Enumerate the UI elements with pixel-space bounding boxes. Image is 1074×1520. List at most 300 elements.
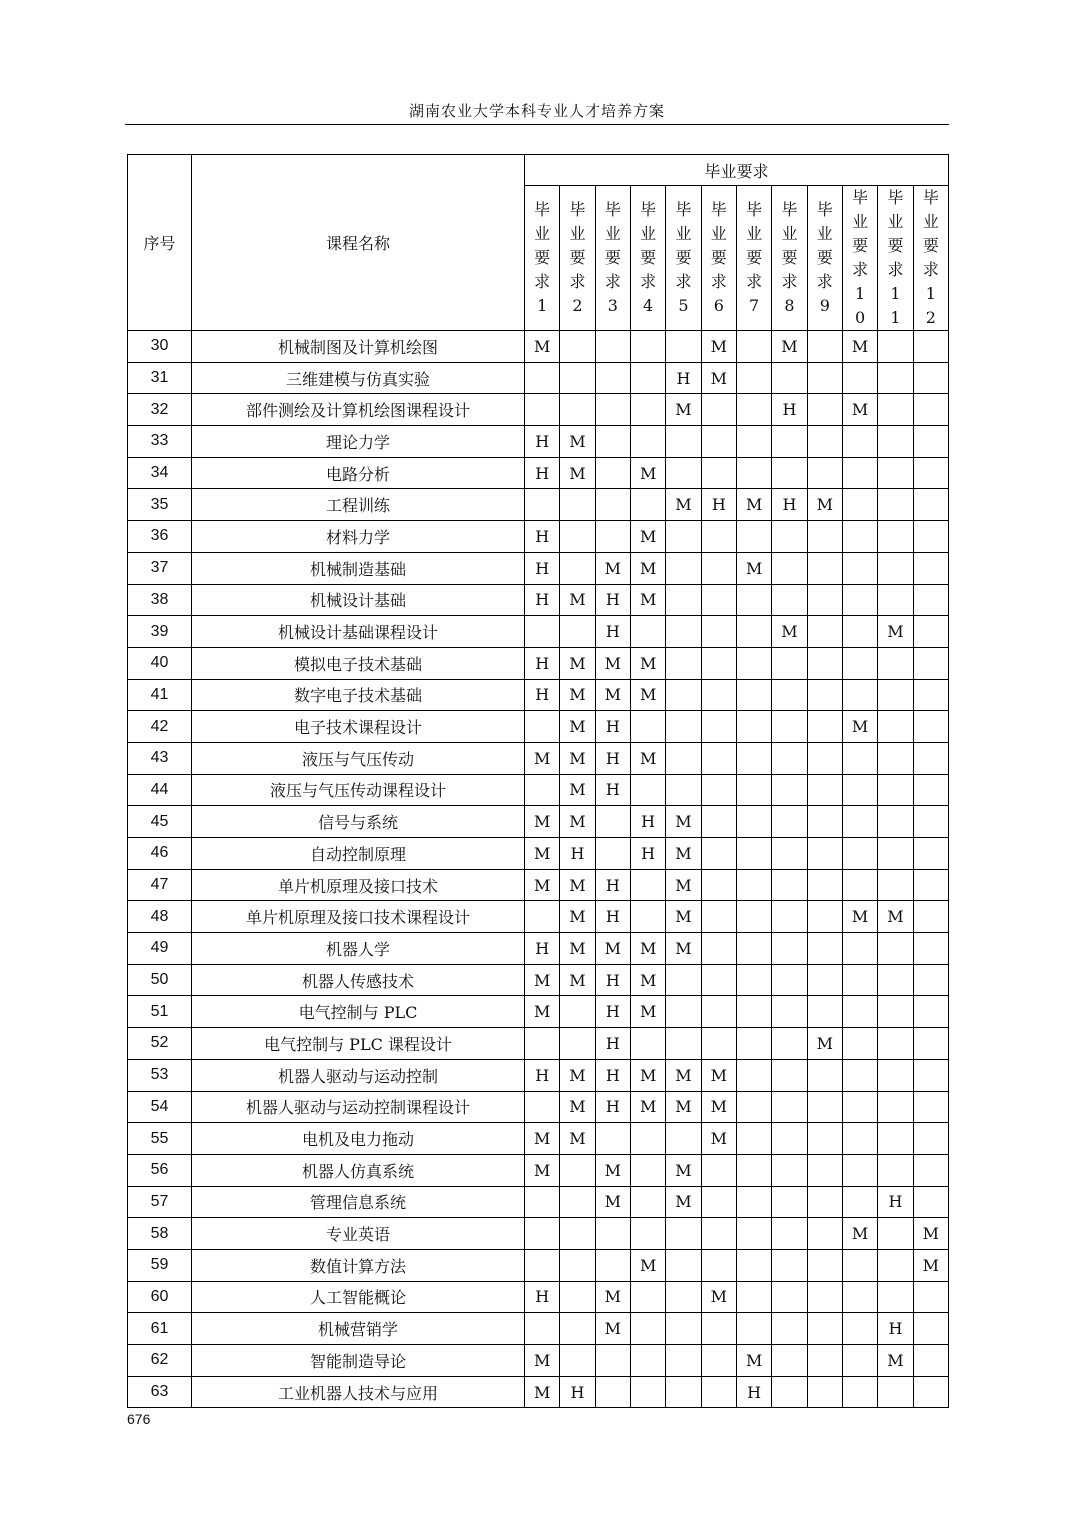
req-mark-2 (560, 1345, 595, 1377)
req-mark-1: H (525, 679, 560, 711)
req-mark-9 (807, 996, 842, 1028)
table-row (128, 1345, 949, 1377)
table-row (128, 1218, 949, 1250)
req-mark-6 (701, 996, 736, 1028)
req-mark-6 (701, 1028, 736, 1060)
table-row (128, 869, 949, 901)
table-row (128, 1186, 949, 1218)
req-mark-9 (807, 1376, 842, 1408)
row-number: 60 (128, 1281, 192, 1313)
req-mark-11: M (878, 901, 913, 933)
req-mark-5 (666, 647, 701, 679)
table-row (128, 1028, 949, 1060)
req-mark-6 (701, 457, 736, 489)
req-header-label: 毕业要求2 (569, 200, 586, 315)
req-mark-5: M (666, 1059, 701, 1091)
req-mark-1 (525, 394, 560, 426)
course-name: 智能制造导论 (192, 1345, 525, 1377)
req-mark-12 (913, 933, 948, 965)
req-mark-12 (913, 426, 948, 458)
req-mark-9 (807, 1249, 842, 1281)
req-mark-3: M (595, 933, 630, 965)
req-mark-5 (666, 1028, 701, 1060)
req-mark-10 (842, 1249, 877, 1281)
req-mark-2: M (560, 1123, 595, 1155)
req-mark-12 (913, 711, 948, 743)
row-number: 39 (128, 616, 192, 648)
req-header-label: 毕业要求12 (922, 188, 939, 327)
row-number: 41 (128, 679, 192, 711)
req-mark-4: M (630, 552, 665, 584)
course-name: 材料力学 (192, 521, 525, 553)
req-mark-6 (701, 711, 736, 743)
row-number: 63 (128, 1376, 192, 1408)
req-mark-12 (913, 679, 948, 711)
course-name: 理论力学 (192, 426, 525, 458)
req-mark-11 (878, 552, 913, 584)
req-mark-5 (666, 584, 701, 616)
req-mark-2: M (560, 964, 595, 996)
req-mark-7 (736, 1313, 771, 1345)
req-mark-5 (666, 331, 701, 363)
req-mark-5 (666, 426, 701, 458)
req-mark-8 (772, 1376, 807, 1408)
req-mark-7 (736, 806, 771, 838)
req-mark-9 (807, 1186, 842, 1218)
table-row (128, 774, 949, 806)
req-mark-12 (913, 647, 948, 679)
req-mark-1 (525, 1186, 560, 1218)
req-mark-7 (736, 838, 771, 870)
req-mark-5 (666, 1345, 701, 1377)
req-mark-12 (913, 1091, 948, 1123)
req-mark-1: M (525, 996, 560, 1028)
course-name: 机器人驱动与运动控制课程设计 (192, 1091, 525, 1123)
req-mark-7: M (736, 552, 771, 584)
req-mark-11 (878, 1281, 913, 1313)
req-mark-3 (595, 331, 630, 363)
req-mark-2: M (560, 647, 595, 679)
req-mark-5 (666, 1376, 701, 1408)
req-mark-8 (772, 901, 807, 933)
req-mark-8 (772, 838, 807, 870)
req-mark-10 (842, 1028, 877, 1060)
row-number: 55 (128, 1123, 192, 1155)
graduation-requirements-matrix (127, 154, 949, 1408)
row-number: 54 (128, 1091, 192, 1123)
row-number: 48 (128, 901, 192, 933)
req-mark-5: M (666, 1091, 701, 1123)
req-mark-7 (736, 584, 771, 616)
req-mark-3 (595, 394, 630, 426)
course-name: 机器人传感技术 (192, 964, 525, 996)
req-mark-4: M (630, 996, 665, 1028)
req-mark-4: M (630, 964, 665, 996)
req-mark-5 (666, 616, 701, 648)
req-mark-5 (666, 996, 701, 1028)
req-mark-8 (772, 362, 807, 394)
req-mark-10 (842, 1154, 877, 1186)
table-row (128, 394, 949, 426)
req-mark-9 (807, 933, 842, 965)
req-mark-8 (772, 1281, 807, 1313)
req-mark-3: M (595, 679, 630, 711)
req-mark-7 (736, 964, 771, 996)
req-mark-1 (525, 1028, 560, 1060)
table-row (128, 616, 949, 648)
req-mark-6: M (701, 331, 736, 363)
req-mark-9 (807, 1154, 842, 1186)
req-mark-8 (772, 426, 807, 458)
row-number: 57 (128, 1186, 192, 1218)
req-mark-12 (913, 1345, 948, 1377)
req-mark-10 (842, 1123, 877, 1155)
req-mark-11 (878, 521, 913, 553)
req-mark-6 (701, 1186, 736, 1218)
req-header-3 (595, 186, 630, 331)
req-mark-4 (630, 1345, 665, 1377)
req-mark-8 (772, 996, 807, 1028)
req-mark-10 (842, 1281, 877, 1313)
req-mark-3: H (595, 711, 630, 743)
req-mark-8 (772, 552, 807, 584)
req-mark-10 (842, 806, 877, 838)
req-mark-5: M (666, 394, 701, 426)
req-mark-10 (842, 964, 877, 996)
course-name: 机械营销学 (192, 1313, 525, 1345)
req-mark-11 (878, 1028, 913, 1060)
req-mark-8 (772, 521, 807, 553)
req-mark-8 (772, 1091, 807, 1123)
req-mark-7 (736, 457, 771, 489)
req-header-label: 毕业要求4 (640, 200, 657, 315)
req-mark-12: M (913, 1218, 948, 1250)
req-mark-12: M (913, 1249, 948, 1281)
req-mark-10 (842, 869, 877, 901)
req-mark-2 (560, 552, 595, 584)
req-mark-4: M (630, 1091, 665, 1123)
req-mark-3 (595, 1345, 630, 1377)
req-mark-4 (630, 616, 665, 648)
req-mark-7 (736, 521, 771, 553)
req-mark-7 (736, 1186, 771, 1218)
req-mark-2: M (560, 1059, 595, 1091)
req-mark-11 (878, 711, 913, 743)
req-mark-8 (772, 1028, 807, 1060)
req-mark-4: M (630, 647, 665, 679)
req-mark-11 (878, 647, 913, 679)
row-number: 37 (128, 552, 192, 584)
req-mark-5 (666, 552, 701, 584)
req-mark-3: M (595, 647, 630, 679)
req-mark-9 (807, 457, 842, 489)
req-mark-9 (807, 647, 842, 679)
req-mark-7 (736, 394, 771, 426)
req-mark-5 (666, 742, 701, 774)
req-mark-12 (913, 552, 948, 584)
req-mark-6 (701, 869, 736, 901)
req-mark-11: H (878, 1313, 913, 1345)
req-header-12 (913, 186, 948, 331)
req-mark-8 (772, 964, 807, 996)
req-mark-4: H (630, 806, 665, 838)
req-mark-12 (913, 584, 948, 616)
row-number: 62 (128, 1345, 192, 1377)
req-mark-7 (736, 331, 771, 363)
row-number: 53 (128, 1059, 192, 1091)
req-mark-7 (736, 711, 771, 743)
req-mark-3: M (595, 1281, 630, 1313)
course-name: 电气控制与 PLC 课程设计 (192, 1028, 525, 1060)
req-mark-12 (913, 1376, 948, 1408)
req-mark-7 (736, 901, 771, 933)
table-row (128, 1313, 949, 1345)
req-mark-9 (807, 521, 842, 553)
req-mark-2 (560, 362, 595, 394)
req-mark-6 (701, 742, 736, 774)
req-mark-9 (807, 964, 842, 996)
req-mark-1: H (525, 584, 560, 616)
req-mark-10 (842, 1059, 877, 1091)
req-mark-7 (736, 616, 771, 648)
req-mark-10: M (842, 901, 877, 933)
req-mark-12 (913, 964, 948, 996)
req-mark-2: H (560, 838, 595, 870)
req-mark-1: M (525, 1123, 560, 1155)
req-mark-11 (878, 394, 913, 426)
req-mark-8 (772, 742, 807, 774)
req-mark-6 (701, 964, 736, 996)
table-row (128, 742, 949, 774)
req-mark-7 (736, 426, 771, 458)
req-mark-11 (878, 933, 913, 965)
req-mark-10 (842, 457, 877, 489)
req-mark-2 (560, 1028, 595, 1060)
req-mark-3: H (595, 1028, 630, 1060)
req-mark-6 (701, 584, 736, 616)
req-mark-7: M (736, 489, 771, 521)
req-mark-9 (807, 1059, 842, 1091)
req-mark-7 (736, 362, 771, 394)
req-mark-3: H (595, 901, 630, 933)
req-mark-8 (772, 1059, 807, 1091)
req-mark-5: M (666, 869, 701, 901)
course-name: 管理信息系统 (192, 1186, 525, 1218)
req-mark-2: M (560, 426, 595, 458)
req-mark-2: M (560, 679, 595, 711)
table-row (128, 1059, 949, 1091)
req-mark-9 (807, 711, 842, 743)
course-name: 液压与气压传动 (192, 742, 525, 774)
req-mark-7: M (736, 1345, 771, 1377)
req-mark-3: H (595, 1091, 630, 1123)
req-mark-1: M (525, 838, 560, 870)
req-mark-10 (842, 647, 877, 679)
req-mark-10 (842, 1313, 877, 1345)
req-mark-3: M (595, 1186, 630, 1218)
req-mark-12 (913, 838, 948, 870)
req-mark-10 (842, 362, 877, 394)
req-mark-1: M (525, 964, 560, 996)
req-mark-3: H (595, 742, 630, 774)
req-mark-9 (807, 1091, 842, 1123)
req-mark-10 (842, 584, 877, 616)
req-mark-5 (666, 521, 701, 553)
req-mark-7 (736, 1091, 771, 1123)
course-name: 数值计算方法 (192, 1249, 525, 1281)
req-mark-12 (913, 616, 948, 648)
req-mark-11 (878, 964, 913, 996)
req-mark-1: M (525, 806, 560, 838)
req-mark-9 (807, 1218, 842, 1250)
req-mark-10 (842, 1345, 877, 1377)
course-name: 三维建模与仿真实验 (192, 362, 525, 394)
req-mark-11 (878, 489, 913, 521)
course-name: 自动控制原理 (192, 838, 525, 870)
req-mark-12 (913, 774, 948, 806)
table-row (128, 489, 949, 521)
page-header-title: 湖南农业大学本科专业人才培养方案 (408, 102, 665, 120)
row-number: 36 (128, 521, 192, 553)
req-mark-9 (807, 838, 842, 870)
req-header-8 (772, 186, 807, 331)
req-mark-6 (701, 679, 736, 711)
req-mark-3 (595, 1376, 630, 1408)
req-mark-7 (736, 1218, 771, 1250)
req-mark-2 (560, 1218, 595, 1250)
req-mark-6 (701, 521, 736, 553)
req-mark-4 (630, 1123, 665, 1155)
req-mark-9 (807, 742, 842, 774)
table-row (128, 584, 949, 616)
row-number: 42 (128, 711, 192, 743)
req-mark-5 (666, 1249, 701, 1281)
req-mark-10 (842, 933, 877, 965)
req-mark-5: M (666, 1186, 701, 1218)
req-mark-7 (736, 1123, 771, 1155)
req-mark-8 (772, 1154, 807, 1186)
course-name: 电气控制与 PLC (192, 996, 525, 1028)
req-mark-1: H (525, 647, 560, 679)
req-mark-8 (772, 1186, 807, 1218)
req-mark-1: H (525, 521, 560, 553)
req-mark-4 (630, 1186, 665, 1218)
req-mark-11: M (878, 616, 913, 648)
req-mark-4: M (630, 584, 665, 616)
table-row (128, 552, 949, 584)
req-mark-8 (772, 584, 807, 616)
req-mark-3: H (595, 616, 630, 648)
table-row (128, 426, 949, 458)
req-mark-2: M (560, 742, 595, 774)
row-number: 56 (128, 1154, 192, 1186)
course-name-column-header: 课程名称 (192, 155, 525, 331)
req-mark-2 (560, 489, 595, 521)
req-mark-3: H (595, 964, 630, 996)
req-mark-9 (807, 1123, 842, 1155)
req-mark-10: M (842, 711, 877, 743)
req-mark-3: H (595, 869, 630, 901)
req-mark-12 (913, 1059, 948, 1091)
row-number: 34 (128, 457, 192, 489)
req-mark-3: M (595, 552, 630, 584)
req-mark-6 (701, 774, 736, 806)
req-mark-3 (595, 806, 630, 838)
course-name: 机器人仿真系统 (192, 1154, 525, 1186)
seq-column-header: 序号 (128, 155, 192, 331)
req-mark-4 (630, 1218, 665, 1250)
req-mark-5: M (666, 838, 701, 870)
req-mark-3 (595, 426, 630, 458)
req-mark-12 (913, 1186, 948, 1218)
req-mark-8 (772, 869, 807, 901)
req-mark-8 (772, 457, 807, 489)
req-mark-11 (878, 1091, 913, 1123)
req-header-2 (560, 186, 595, 331)
req-mark-11 (878, 1249, 913, 1281)
req-mark-12 (913, 742, 948, 774)
course-name: 电路分析 (192, 457, 525, 489)
req-mark-5: M (666, 933, 701, 965)
req-mark-10: M (842, 394, 877, 426)
req-mark-8 (772, 1123, 807, 1155)
req-mark-1: M (525, 1154, 560, 1186)
req-mark-6: M (701, 362, 736, 394)
row-number: 43 (128, 742, 192, 774)
req-mark-4 (630, 394, 665, 426)
req-header-10 (842, 186, 877, 331)
req-mark-7 (736, 996, 771, 1028)
req-mark-11 (878, 1376, 913, 1408)
req-mark-6 (701, 806, 736, 838)
table-row (128, 933, 949, 965)
req-mark-4 (630, 1028, 665, 1060)
course-name: 液压与气压传动课程设计 (192, 774, 525, 806)
course-name: 单片机原理及接口技术 (192, 869, 525, 901)
req-mark-11 (878, 869, 913, 901)
req-mark-10 (842, 742, 877, 774)
req-mark-8 (772, 679, 807, 711)
req-mark-1: H (525, 457, 560, 489)
req-mark-12 (913, 901, 948, 933)
req-mark-9 (807, 331, 842, 363)
req-mark-4: M (630, 1059, 665, 1091)
req-mark-2: M (560, 584, 595, 616)
req-mark-12 (913, 489, 948, 521)
req-mark-7 (736, 774, 771, 806)
req-mark-5 (666, 774, 701, 806)
req-mark-3: H (595, 584, 630, 616)
req-mark-8 (772, 1249, 807, 1281)
req-mark-6 (701, 1154, 736, 1186)
req-mark-6 (701, 616, 736, 648)
req-mark-9 (807, 1345, 842, 1377)
req-mark-9: M (807, 489, 842, 521)
req-mark-2 (560, 1154, 595, 1186)
req-header-label: 毕业要求1 (534, 200, 551, 315)
req-mark-7 (736, 1059, 771, 1091)
req-mark-5: M (666, 901, 701, 933)
table-row (128, 1281, 949, 1313)
req-mark-10: M (842, 1218, 877, 1250)
req-mark-9 (807, 1281, 842, 1313)
req-mark-2: M (560, 457, 595, 489)
req-mark-7 (736, 1154, 771, 1186)
req-mark-2 (560, 521, 595, 553)
req-mark-8 (772, 647, 807, 679)
row-number: 45 (128, 806, 192, 838)
req-header-label: 毕业要求9 (816, 200, 833, 315)
